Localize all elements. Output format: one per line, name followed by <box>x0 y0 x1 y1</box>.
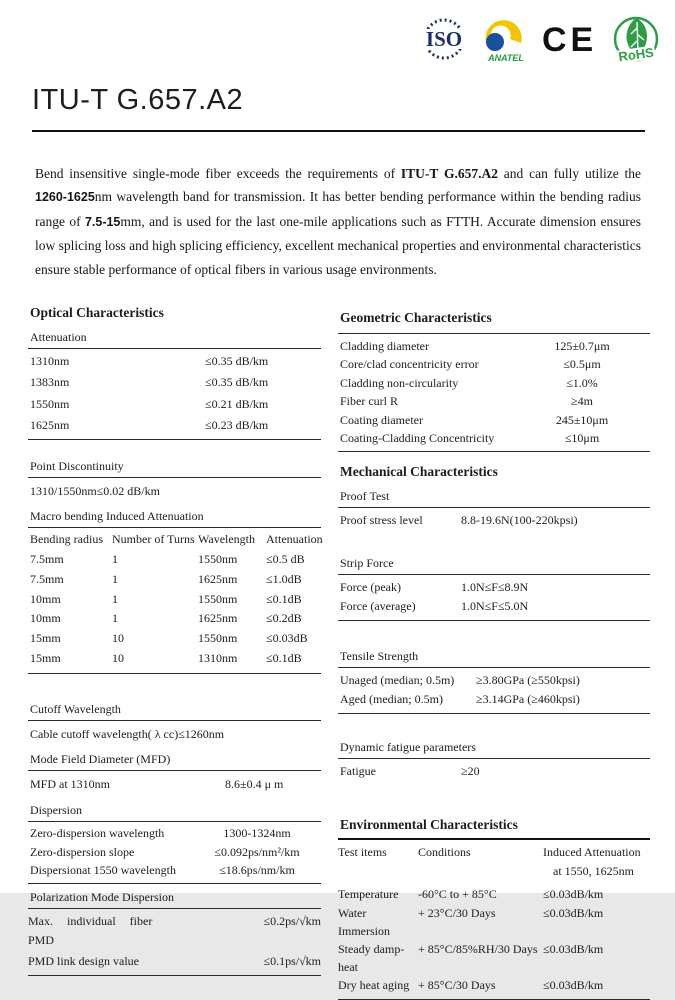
pmd-table <box>28 909 321 976</box>
table-row <box>338 511 650 530</box>
spec-value: ≤0.23 dB/km <box>205 417 269 432</box>
geometric-heading: Geometric Characteristics <box>340 310 492 325</box>
cell: 1550nm <box>198 551 238 566</box>
col-header: Number of Turns <box>112 532 195 547</box>
col-header: Attenuation <box>266 532 323 547</box>
spec-name: Force (average) <box>340 599 416 614</box>
table-row <box>28 861 321 880</box>
cell: ≤0.2dB <box>266 611 302 626</box>
macro-bending-label: Macro bending Induced Attenuation <box>28 503 321 528</box>
spec-value: ≤0.35 dB/km <box>205 375 269 390</box>
intro-bend-radius: 7.5-15 <box>84 214 121 229</box>
spec-name: Aged (median; 0.5m) <box>340 692 443 707</box>
cell: ≤0.03dB/km <box>543 942 604 957</box>
iso-logo-icon <box>418 15 470 63</box>
cell: 10mm <box>30 611 61 626</box>
spec-name: Coating-Cladding Concentricity <box>340 431 495 446</box>
cell: ≤0.03dB/km <box>543 887 604 902</box>
spec-value: ≤0.2ps/√km <box>263 914 321 929</box>
spec-value: 125±0.7μm <box>554 339 610 353</box>
table-row <box>338 671 650 690</box>
intro-text: mm, and is used for the last one-mile applications such as FTTH. Accurate dimension ensures low splicing loss and high splicing efficiency, excellent mechanical properties and environmental characteristics ensure stable performance of optical fibers in various usage environments. <box>35 213 641 277</box>
spec-value: ≤0.1ps/√km <box>263 954 321 969</box>
spec-name: Zero-dispersion slope <box>30 844 135 859</box>
point-discontinuity-label: Point Discontinuity <box>28 453 321 478</box>
iso-logo-text: ISO <box>425 27 463 51</box>
environmental-table <box>338 883 650 999</box>
cell: ≤0.1dB <box>266 650 302 665</box>
cell: 1 <box>112 571 118 586</box>
table-row <box>338 940 650 976</box>
geometric-table <box>338 334 650 452</box>
table-row <box>338 411 650 429</box>
spec-name: 1550nm <box>30 396 70 411</box>
cell: Temperature <box>338 887 399 902</box>
spec-value: ≤0.092ps/nm²/km <box>214 844 300 859</box>
table-row <box>28 843 321 862</box>
cell: 1625nm <box>198 611 238 626</box>
intro-text: and can fully utilize the <box>497 165 641 181</box>
table-row <box>338 392 650 410</box>
spec-name <box>28 912 196 950</box>
cell: ≤0.03dB/km <box>543 978 604 993</box>
spec-name: Proof stress level <box>340 513 423 528</box>
proof-test-table <box>338 508 650 534</box>
cell: + 23°C/30 Days <box>418 905 496 920</box>
cell: 10 <box>112 631 124 646</box>
cell: 1550nm <box>198 591 238 606</box>
spec-name: Fatigue <box>340 764 376 779</box>
table-row <box>338 578 650 597</box>
spec-name: 1625nm <box>30 417 70 432</box>
spec-name-line2: PMD <box>28 933 55 948</box>
table-row <box>338 976 650 994</box>
cell: 7.5mm <box>30 571 64 586</box>
attenuation-label: Attenuation <box>28 324 321 349</box>
spec-name: Core/clad concentricity error <box>340 357 479 372</box>
spec-value: ≤0.35 dB/km <box>205 354 269 368</box>
spec-value: ≥3.14GPa (≥460kpsi) <box>476 692 580 707</box>
cell: Dry heat aging <box>338 978 410 993</box>
intro-wavelength-band: 1260-1625 <box>35 190 95 205</box>
cell: 1 <box>112 611 118 626</box>
table-row <box>28 609 321 629</box>
table-row <box>28 570 321 590</box>
cell: Steady damp-heat <box>338 942 405 975</box>
intro-standard-ref: ITU-T G.657.A2 <box>400 165 498 181</box>
right-column <box>338 308 650 1000</box>
spec-value: 1.0N≤F≤8.9N <box>461 580 529 595</box>
cell: 15mm <box>30 650 61 665</box>
col-header: Induced Attenuation <box>543 845 641 860</box>
table-row <box>338 762 650 781</box>
anatel-logo-icon <box>477 15 535 63</box>
dispersion-label: Dispersion <box>28 797 321 822</box>
cell: 7.5mm <box>30 551 64 566</box>
cell: 15mm <box>30 631 61 646</box>
spec-name-line1: Max. individual fiber <box>28 914 153 929</box>
spec-name: MFD at 1310nm <box>30 776 111 791</box>
table-row <box>338 429 650 447</box>
spec-value: ≤0.5μm <box>563 357 601 372</box>
title-rule <box>32 130 645 132</box>
table-row <box>338 337 650 355</box>
cell: ≤0.03dB <box>266 631 308 646</box>
intro-paragraph <box>35 162 641 282</box>
anatel-logo-text: ANATEL <box>488 53 524 63</box>
cell: ≤0.5 dB <box>266 551 305 566</box>
cell: + 85°C/30 Days <box>418 978 496 993</box>
env-header-row <box>338 840 650 861</box>
spec-value: ≤1.0% <box>566 375 598 390</box>
ce-logo-icon <box>542 19 604 59</box>
table-row <box>338 374 650 392</box>
table-row <box>28 824 321 843</box>
cell: 1550nm <box>198 631 238 646</box>
col-header: Bending radius <box>30 532 103 547</box>
point-discontinuity-value: 1310/1550nm≤0.02 dB/km <box>30 484 160 499</box>
spec-name: 1383nm <box>30 375 70 390</box>
spec-name: Cladding diameter <box>340 339 429 353</box>
macro-bending-table <box>28 528 321 674</box>
spec-value: ≥4m <box>571 394 593 409</box>
spec-name: Fiber curl R <box>340 394 398 409</box>
intro-text: nm wavelength band for transmission. It has better bending performance within the bending radius range of <box>35 189 641 229</box>
cell: ≤0.03dB/km <box>543 905 604 920</box>
spec-name: Zero-dispersion wavelength <box>30 825 165 840</box>
table-row <box>28 629 321 649</box>
attenuation-table <box>28 349 321 440</box>
table-row <box>28 590 321 610</box>
table-row <box>338 690 650 709</box>
spec-value: 245±10μm <box>555 412 609 427</box>
cell: + 85°C/85%RH/30 Days <box>418 942 538 957</box>
cutoff-wavelength-label: Cutoff Wavelength <box>28 696 321 721</box>
col-header: Test items <box>338 845 387 860</box>
tensile-strength-table <box>338 668 650 714</box>
table-row <box>28 912 321 950</box>
fatigue-table <box>338 759 650 785</box>
spec-value: ≤18.6ps/nm/km <box>219 863 295 878</box>
mfd-label: Mode Field Diameter (MFD) <box>28 746 321 771</box>
table-row <box>338 904 650 940</box>
spec-name: PMD link design value <box>28 954 139 969</box>
table-row <box>28 351 321 372</box>
spec-value: ≥3.80GPa (≥550kpsi) <box>476 673 580 688</box>
table-row <box>28 771 321 797</box>
intro-text: Bend insensitive single-mode fiber exceeds the requirements of <box>35 165 401 181</box>
spec-value: 8.8-19.6N(100-220kpsi) <box>461 513 578 528</box>
cell: 1625nm <box>198 571 238 586</box>
proof-test-label: Proof Test <box>338 483 650 508</box>
spec-name: Dispersionat 1550 wavelength <box>30 863 176 878</box>
spec-name: Unaged (median; 0.5m) <box>340 673 455 688</box>
ce-logo-text: CE <box>542 21 598 59</box>
table-header-row <box>28 530 321 550</box>
table-row <box>338 885 650 903</box>
col-header-line2: at 1550, 1625nm <box>553 864 634 879</box>
spec-value: 1.0N≤F≤5.0N <box>461 599 529 614</box>
spec-value: 1300-1324nm <box>223 825 291 840</box>
table-row <box>338 355 650 373</box>
optical-characteristics-section <box>28 303 321 976</box>
cell: Water Immersion <box>338 905 390 938</box>
table-row <box>28 649 321 669</box>
strip-force-label: Strip Force <box>338 550 650 575</box>
table-row <box>28 550 321 570</box>
spec-name: Cladding non-circularity <box>340 375 459 390</box>
strip-force-table <box>338 575 650 621</box>
cell: ≤0.1dB <box>266 591 302 606</box>
table-row <box>28 394 321 415</box>
spec-value: ≤0.21 dB/km <box>205 396 269 411</box>
dispersion-table <box>28 822 321 883</box>
rohs-logo-icon <box>611 14 661 64</box>
pmd-label: Polarization Mode Dispersion <box>28 883 321 909</box>
mechanical-heading: Mechanical Characteristics <box>340 464 498 480</box>
cell: -60°C to + 85°C <box>418 887 497 902</box>
spec-value: ≤10μm <box>564 431 600 446</box>
certification-logos <box>418 14 661 64</box>
spec-name: 1310nm <box>30 354 70 368</box>
spec-value: 8.6±0.4 μ m <box>225 776 284 791</box>
page-title: ITU-T G.657.A2 <box>32 84 244 116</box>
tensile-strength-label: Tensile Strength <box>338 643 650 668</box>
cell: 10mm <box>30 591 61 606</box>
environmental-heading: Environmental Characteristics <box>338 815 650 840</box>
dynamic-fatigue-label: Dynamic fatigue parameters <box>338 734 650 759</box>
col-header: Wavelength <box>198 532 256 547</box>
table-row <box>28 415 321 436</box>
cell: 10 <box>112 650 124 665</box>
table-row <box>28 952 321 971</box>
cell: 1 <box>112 551 118 566</box>
spec-name: Coating diameter <box>340 412 423 427</box>
spec-value: ≥20 <box>461 764 480 779</box>
spec-name: Force (peak) <box>340 580 401 595</box>
table-row <box>28 372 321 393</box>
col-header: Conditions <box>418 845 471 860</box>
cell: 1 <box>112 591 118 606</box>
rohs-logo-text: RoHS <box>617 44 655 65</box>
cell: ≤1.0dB <box>266 571 302 586</box>
cell: 1310nm <box>198 650 238 665</box>
table-row <box>338 597 650 616</box>
optical-heading: Optical Characteristics <box>30 305 164 320</box>
cutoff-wavelength-value: Cable cutoff wavelength( λ cc)≤1260nm <box>30 726 225 741</box>
